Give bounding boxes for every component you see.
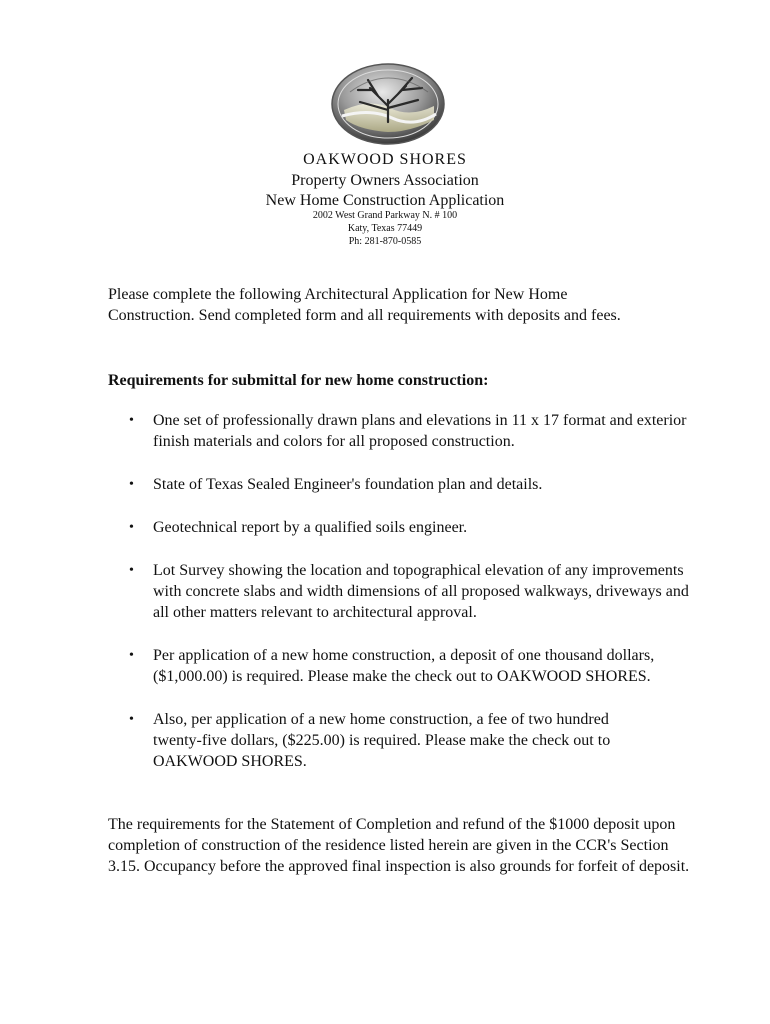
requirement-text: Geotechnical report by a qualified soils engineer. <box>153 519 468 536</box>
requirement-text: Lot Survey showing the location and topographical elevation of any improvements with concrete slabs and width dimensions of all proposed walkways, driveways and all other matters relevant to architectural approval. <box>153 562 689 621</box>
address-line-2: Katy, Texas 77449 <box>347 223 423 234</box>
association-name: Property Owners Association <box>291 172 479 189</box>
requirement-text: Also, per application of a new home construction, a fee of two hundred twenty-five dollars, ($225.00) is required. Please make the check out to OAKWOOD SHORES. <box>153 711 611 770</box>
requirements-heading: Requirements for submittal for new home construction: <box>108 372 489 389</box>
requirements-list <box>108 410 698 794</box>
requirement-item <box>108 709 698 772</box>
requirement-item <box>108 474 698 495</box>
bullet-icon: • <box>129 563 134 578</box>
requirement-text: Per application of a new home construction, a deposit of one thousand dollars, ($1,000.00) is required. Please make the check out to OAKWOOD SHORES. <box>153 647 655 685</box>
requirement-text: One set of professionally drawn plans and elevations in 11 x 17 format and exterior finish materials and colors for all proposed construction. <box>153 412 687 450</box>
bullet-icon: • <box>129 648 134 663</box>
phone-number: Ph: 281-870-0585 <box>348 236 422 247</box>
bullet-icon: • <box>129 520 134 535</box>
intro-paragraph: Please complete the following Architectural Application for New Home Construction. Send completed form and all requirements with deposits and fees. <box>108 286 621 324</box>
oak-tree-logo-icon <box>330 62 446 146</box>
requirement-item <box>108 410 698 452</box>
requirement-item <box>108 517 698 538</box>
closing-paragraph: The requirements for the Statement of Completion and refund of the $1000 deposit upon completion of construction of the residence listed herein are given in the CCR's Section 3.15. Occupancy before the approved final inspection is also grounds for forfeit of deposit. <box>108 816 690 875</box>
requirement-item <box>108 645 698 687</box>
address-line-1: 2002 West Grand Parkway N. # 100 <box>312 210 458 221</box>
bullet-icon: • <box>129 477 134 492</box>
org-name: OAKWOOD SHORES <box>303 151 467 168</box>
bullet-icon: • <box>129 712 134 727</box>
bullet-icon: • <box>129 413 134 428</box>
requirement-text: State of Texas Sealed Engineer's foundation plan and details. <box>153 476 543 493</box>
document-title: New Home Construction Application <box>265 192 505 209</box>
requirement-item <box>108 560 698 623</box>
